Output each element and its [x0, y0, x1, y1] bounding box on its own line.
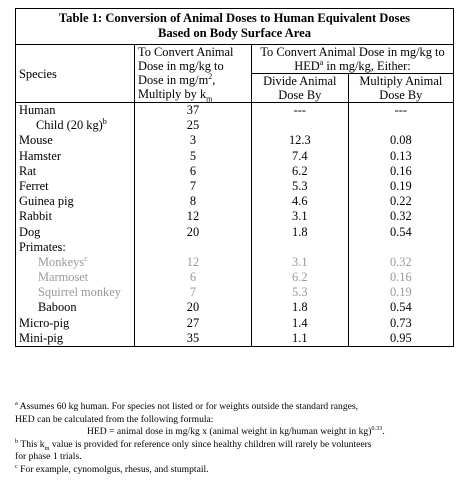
hed-formula — [15, 426, 457, 439]
km-cell-value: 7 — [189, 178, 197, 193]
multiply-by-cell — [348, 316, 453, 331]
species-name: Rabbit — [19, 209, 53, 224]
table-row — [16, 103, 454, 119]
species-cell — [16, 118, 135, 133]
header-convert-sup: 2 — [208, 71, 213, 81]
divide-by-cell-value: 1.8 — [292, 224, 308, 239]
multiply-by-cell-value: 0.19 — [389, 285, 412, 300]
km-cell-value: 5 — [189, 148, 197, 163]
km-cell-value: 20 — [186, 224, 200, 239]
species-name: Child (20 kg) — [36, 118, 103, 133]
header-divide: Divide Animal Dose By — [252, 74, 349, 103]
multiply-by-cell — [348, 194, 453, 209]
divide-by-cell — [252, 331, 349, 347]
header-row — [16, 45, 454, 74]
km-cell-value: 25 — [186, 118, 200, 133]
multiply-by-cell — [348, 179, 453, 194]
species-cell — [16, 225, 135, 240]
km-cell-value: 27 — [186, 315, 200, 330]
divide-by-cell-value: 5.3 — [292, 178, 308, 193]
multiply-by-cell — [348, 133, 453, 148]
table-row — [16, 179, 454, 194]
km-cell-value: 12 — [186, 209, 200, 224]
footnote-a-cont: HED can be calculated from the following formula: — [15, 413, 214, 425]
km-cell — [135, 179, 252, 194]
header-convert-mid: , Multiply by k — [138, 73, 216, 101]
multiply-by-cell-value: --- — [394, 103, 407, 117]
km-cell — [135, 255, 252, 270]
footnote-c-text: For example, cynomolgus, rhesus, and stumptail. — [17, 463, 209, 475]
header-multiply: Multiply Animal Dose By — [348, 74, 453, 103]
km-cell-value: 6 — [189, 163, 197, 178]
species-cell — [16, 270, 135, 285]
km-cell-value: 3 — [189, 133, 197, 148]
footnote-b-mark: b — [15, 437, 19, 445]
divide-by-cell — [252, 209, 349, 224]
species-cell — [16, 316, 135, 331]
table-title-row — [16, 9, 454, 45]
multiply-by-cell — [348, 300, 453, 315]
divide-by-cell-value: 6.2 — [292, 163, 308, 178]
multiply-by-cell — [348, 225, 453, 240]
km-cell — [135, 300, 252, 315]
footnote-c-mark: c — [15, 462, 18, 470]
table-row — [16, 209, 454, 224]
multiply-by-cell-value: 0.16 — [389, 270, 412, 285]
multiply-by-cell — [348, 270, 453, 285]
divide-by-cell — [252, 240, 349, 255]
table-title-line2: Based on Body Surface Area — [157, 26, 311, 40]
footnotes — [15, 401, 457, 477]
divide-by-cell-value: 1.4 — [292, 315, 308, 330]
species-name: Squirrel monkey — [38, 285, 121, 300]
divide-by-cell-value: 7.4 — [292, 148, 308, 163]
divide-by-cell — [252, 270, 349, 285]
km-cell-value: 35 — [186, 330, 200, 345]
species-name: Hamster — [19, 148, 61, 163]
species-cell — [16, 300, 135, 315]
species-cell — [16, 164, 135, 179]
table-title-line1: Table 1: Conversion of Animal Doses to Human Equivalent Doses — [58, 11, 411, 25]
footnote-b — [15, 439, 457, 452]
divide-by-cell-value: 4.6 — [292, 194, 308, 209]
table-row — [16, 285, 454, 300]
km-cell-value: 12 — [186, 254, 200, 269]
divide-by-cell-value: 6.2 — [292, 270, 308, 285]
header-convert-mg-m2 — [135, 45, 252, 103]
table-row — [16, 149, 454, 164]
hed-formula-end: . — [382, 426, 385, 438]
species-cell — [16, 194, 135, 209]
multiply-by-cell-value: 0.22 — [389, 194, 412, 209]
footnote-b-pre: This k — [18, 438, 45, 450]
multiply-by-cell-value: 0.73 — [389, 315, 412, 330]
divide-by-cell — [252, 118, 349, 133]
km-cell-value: 37 — [186, 103, 200, 117]
header-species: Species — [16, 45, 135, 103]
divide-by-cell — [252, 149, 349, 164]
table-row — [16, 118, 454, 133]
table-row — [16, 133, 454, 148]
dose-conversion-table — [15, 8, 454, 347]
divide-by-cell-value: 5.3 — [292, 285, 308, 300]
km-cell — [135, 194, 252, 209]
species-name: Guinea pig — [19, 194, 74, 209]
footnote-marker: b — [102, 117, 107, 127]
footnote-a-mark: a — [15, 399, 18, 407]
header-hed-text: To Convert Animal Dose in mg/kg to HED — [260, 45, 445, 73]
footnote-a — [15, 401, 457, 414]
km-cell — [135, 331, 252, 347]
header-convert-hed — [252, 45, 454, 74]
divide-by-cell-value: 12.3 — [288, 133, 311, 148]
divide-by-cell — [252, 194, 349, 209]
divide-by-cell — [252, 103, 349, 119]
multiply-by-cell-value: 0.13 — [389, 148, 412, 163]
species-name: Monkeys — [38, 254, 85, 269]
table-row — [16, 300, 454, 315]
multiply-by-cell-value: 0.19 — [389, 178, 412, 193]
km-cell — [135, 133, 252, 148]
multiply-by-cell-value: 0.16 — [389, 163, 412, 178]
divide-by-cell-value: 1.1 — [292, 330, 308, 345]
km-cell — [135, 149, 252, 164]
multiply-by-cell-value: 0.32 — [389, 209, 412, 224]
species-name: Rat — [19, 163, 37, 178]
km-cell — [135, 316, 252, 331]
km-cell-value: 20 — [186, 300, 200, 315]
species-name: Mini-pig — [19, 330, 64, 345]
multiply-by-cell — [348, 164, 453, 179]
km-cell — [135, 285, 252, 300]
km-cell-value: 6 — [189, 270, 197, 285]
divide-by-cell — [252, 255, 349, 270]
table-body — [16, 103, 454, 347]
table-row — [16, 316, 454, 331]
header-convert-sub: m — [206, 94, 213, 104]
species-cell — [16, 179, 135, 194]
table-row — [16, 331, 454, 347]
divide-by-cell-value: 1.8 — [292, 300, 308, 315]
divide-by-cell — [252, 300, 349, 315]
species-cell — [16, 240, 135, 255]
species-name: Marmoset — [38, 270, 89, 285]
divide-by-cell — [252, 164, 349, 179]
km-cell — [135, 209, 252, 224]
divide-by-cell — [252, 225, 349, 240]
multiply-by-cell — [348, 118, 453, 133]
multiply-by-cell-value: 0.95 — [389, 330, 412, 345]
species-cell — [16, 331, 135, 347]
divide-by-cell — [252, 133, 349, 148]
divide-by-cell-value: --- — [293, 103, 306, 117]
multiply-by-cell-value: 0.08 — [389, 133, 412, 148]
footnote-c — [15, 464, 457, 477]
footnote-b-cont: for phase 1 trials. — [15, 451, 82, 463]
multiply-by-cell — [348, 103, 453, 119]
footnote-b-sub: m — [44, 444, 50, 452]
divide-by-cell — [252, 285, 349, 300]
multiply-by-cell — [348, 285, 453, 300]
species-name: Dog — [19, 224, 41, 239]
table-title — [16, 9, 454, 45]
multiply-by-cell-value: 0.54 — [389, 300, 412, 315]
species-cell — [16, 149, 135, 164]
header-convert-text: To Convert Animal Dose in mg/kg to Dose in mg/m — [138, 45, 234, 87]
species-name: Micro-pig — [19, 315, 70, 330]
species-name: Primates: — [19, 239, 66, 254]
multiply-by-cell-value: 0.32 — [389, 254, 412, 269]
multiply-by-cell — [348, 331, 453, 347]
table-row — [16, 270, 454, 285]
species-name: Mouse — [19, 133, 53, 148]
table-row — [16, 240, 454, 255]
multiply-by-cell-value: 0.54 — [389, 224, 412, 239]
divide-by-cell — [252, 316, 349, 331]
multiply-by-cell — [348, 240, 453, 255]
header-hed-sup: a — [319, 57, 324, 67]
species-cell — [16, 285, 135, 300]
table-row — [16, 255, 454, 270]
table-row — [16, 225, 454, 240]
multiply-by-cell — [348, 149, 453, 164]
species-cell — [16, 255, 135, 270]
km-cell — [135, 118, 252, 133]
divide-by-cell-value: 3.1 — [292, 254, 308, 269]
footnote-b-post: value is provided for reference only since healthy children will rarely be volunteers — [49, 438, 372, 450]
species-cell — [16, 103, 135, 119]
divide-by-cell — [252, 179, 349, 194]
footnote-marker: c — [84, 253, 88, 263]
header-hed-post: in mg/kg, Either: — [323, 59, 411, 73]
species-name: Ferret — [19, 178, 49, 193]
km-cell — [135, 103, 252, 119]
km-cell-value: 7 — [189, 285, 197, 300]
km-cell — [135, 225, 252, 240]
footnote-a-line1: Assumes 60 kg human. For species not listed or for weights outside the standard ranges, — [17, 401, 359, 412]
hed-formula-exponent: 0.33 — [371, 425, 383, 432]
hed-formula-text: HED = animal dose in mg/kg x (animal weight in kg/human weight in kg) — [87, 426, 372, 438]
km-cell-value: 8 — [189, 194, 197, 209]
divide-by-cell-value: 3.1 — [292, 209, 308, 224]
species-name: Baboon — [38, 300, 77, 315]
species-cell — [16, 133, 135, 148]
km-cell — [135, 270, 252, 285]
km-cell — [135, 164, 252, 179]
species-name: Human — [19, 103, 56, 117]
table-row — [16, 164, 454, 179]
multiply-by-cell — [348, 255, 453, 270]
multiply-by-cell — [348, 209, 453, 224]
species-cell — [16, 209, 135, 224]
table-row — [16, 194, 454, 209]
km-cell — [135, 240, 252, 255]
